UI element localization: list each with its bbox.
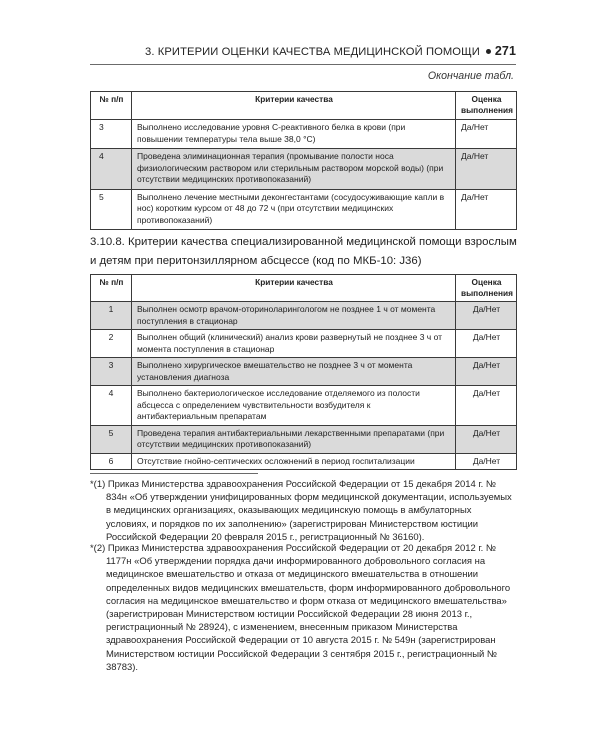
- row-grade: Да/Нет: [456, 330, 517, 358]
- row-number: 3: [91, 120, 132, 149]
- row-number: 4: [91, 386, 132, 426]
- row-criteria: Выполнено исследование уровня С-реактивного белка в крови (при повышении температуры тела выше 38,0 °С): [132, 120, 456, 149]
- table-continued-note: Окончание табл.: [427, 70, 514, 82]
- table-header-row: [91, 275, 517, 302]
- row-number: 5: [91, 425, 132, 453]
- row-number: 1: [91, 302, 132, 330]
- footnote-divider: [90, 473, 258, 474]
- row-number: 4: [91, 149, 132, 190]
- footnote-2: *(2) Приказ Министерства здравоохранения Российской Федерации от 20 декабря 2012 г. № 1177н «Об утверждении порядка дачи информированного добровольного согласия на медицинское вмешательство и отказа от медицинского вмешательства в отношении определенных видов медицинских вмешательств, форм информированного добровольного согласия на медицинское вмешательство и форм отказа от медицинского вмешательства» (зарегистрирован Министерством юстиции Российской Федерации 28 июня 2013 г., регистрационный № 28924), с изменением, внесенным приказом Министерства здравоохранения Российской Федерации от 10 августа 2015 г. № 549н (зарегистрирован Министерством юстиции Российской Федерации 3 сентября 2015 г., регистрационный № 38783).: [90, 543, 511, 673]
- table-row: [91, 302, 517, 330]
- column-header-criteria: Критерии качества: [132, 92, 456, 120]
- row-grade: Да/Нет: [456, 425, 517, 453]
- table-header-row: [91, 92, 517, 120]
- column-header-criteria: Критерии качества: [132, 275, 456, 302]
- row-criteria: Выполнен осмотр врачом-оториноларингологом не позднее 1 ч от момента поступления в стационар: [132, 302, 456, 330]
- running-title: 3. КРИТЕРИИ ОЦЕНКИ КАЧЕСТВА МЕДИЦИНСКОЙ ПОМОЩИ: [145, 46, 480, 58]
- row-grade: Да/Нет: [456, 453, 517, 470]
- column-header-grade: Оценка выполнения: [456, 275, 517, 302]
- section-heading: 3.10.8. Критерии качества специализированной медицинской помощи взрослым и детям при перитонзиллярном абсцессе (код по МКБ-10: J36): [90, 236, 517, 267]
- bullet-icon: [486, 49, 491, 54]
- row-grade: Да/Нет: [456, 386, 517, 426]
- column-header-number: № п/п: [91, 275, 132, 302]
- row-criteria: Проведена элиминационная терапия (промывание полости носа физиологическим раствором или стерильным раствором морской воды) (при отсутствии медицинских противопоказаний): [132, 149, 456, 190]
- row-criteria: Выполнено лечение местными деконгестантами (сосудосуживающие капли в нос) коротким курсом от 48 до 72 ч (при отсутствии медицинских противопоказаний): [132, 189, 456, 230]
- table-row: [91, 120, 517, 149]
- footnote-1: *(1) Приказ Министерства здравоохранения Российской Федерации от 15 декабря 2014 г. № 834н «Об утверждении унифицированных форм медицинской документации, используемых в медицинских организациях, оказывающих медицинскую помощь в амбулаторных условиях, и порядков по их заполнению» (зарегистрирован Министерством юстиции Российской Федерации 20 февраля 2015 г., регистрационный № 36160).: [90, 479, 512, 543]
- criteria-table-continued: [90, 91, 517, 230]
- row-number: 3: [91, 358, 132, 386]
- table-row: [91, 425, 517, 453]
- table-row: [91, 386, 517, 426]
- criteria-table-abscess: [90, 274, 517, 470]
- running-header: [90, 44, 516, 65]
- table-row: [91, 330, 517, 358]
- row-criteria: Выполнено хирургическое вмешательство не позднее 3 ч от момента установления диагноза: [132, 358, 456, 386]
- table-row: [91, 453, 517, 470]
- column-header-grade: Оценка выполнения: [456, 92, 517, 120]
- column-header-number: № п/п: [91, 92, 132, 120]
- row-grade: Да/Нет: [456, 302, 517, 330]
- row-criteria: Проведена терапия антибактериальными лекарственными препаратами (при отсутствии медицинских противопоказаний): [132, 425, 456, 453]
- row-number: 5: [91, 189, 132, 230]
- row-number: 2: [91, 330, 132, 358]
- row-criteria: Отсутствие гнойно-септических осложнений в период госпитализации: [132, 453, 456, 470]
- row-criteria: Выполнен общий (клинический) анализ крови развернутый не позднее 3 ч от момента поступления в стационар: [132, 330, 456, 358]
- row-grade: Да/Нет: [456, 120, 517, 149]
- row-grade: Да/Нет: [456, 149, 517, 190]
- table-row: [91, 358, 517, 386]
- table-row: [91, 149, 517, 190]
- row-grade: Да/Нет: [456, 189, 517, 230]
- row-criteria: Выполнено бактериологическое исследование отделяемого из полости абсцесса с определением чувствительности возбудителя к антибактериальным препаратам: [132, 386, 456, 426]
- page-number: 271: [494, 44, 516, 58]
- table-row: [91, 189, 517, 230]
- row-number: 6: [91, 453, 132, 470]
- row-grade: Да/Нет: [456, 358, 517, 386]
